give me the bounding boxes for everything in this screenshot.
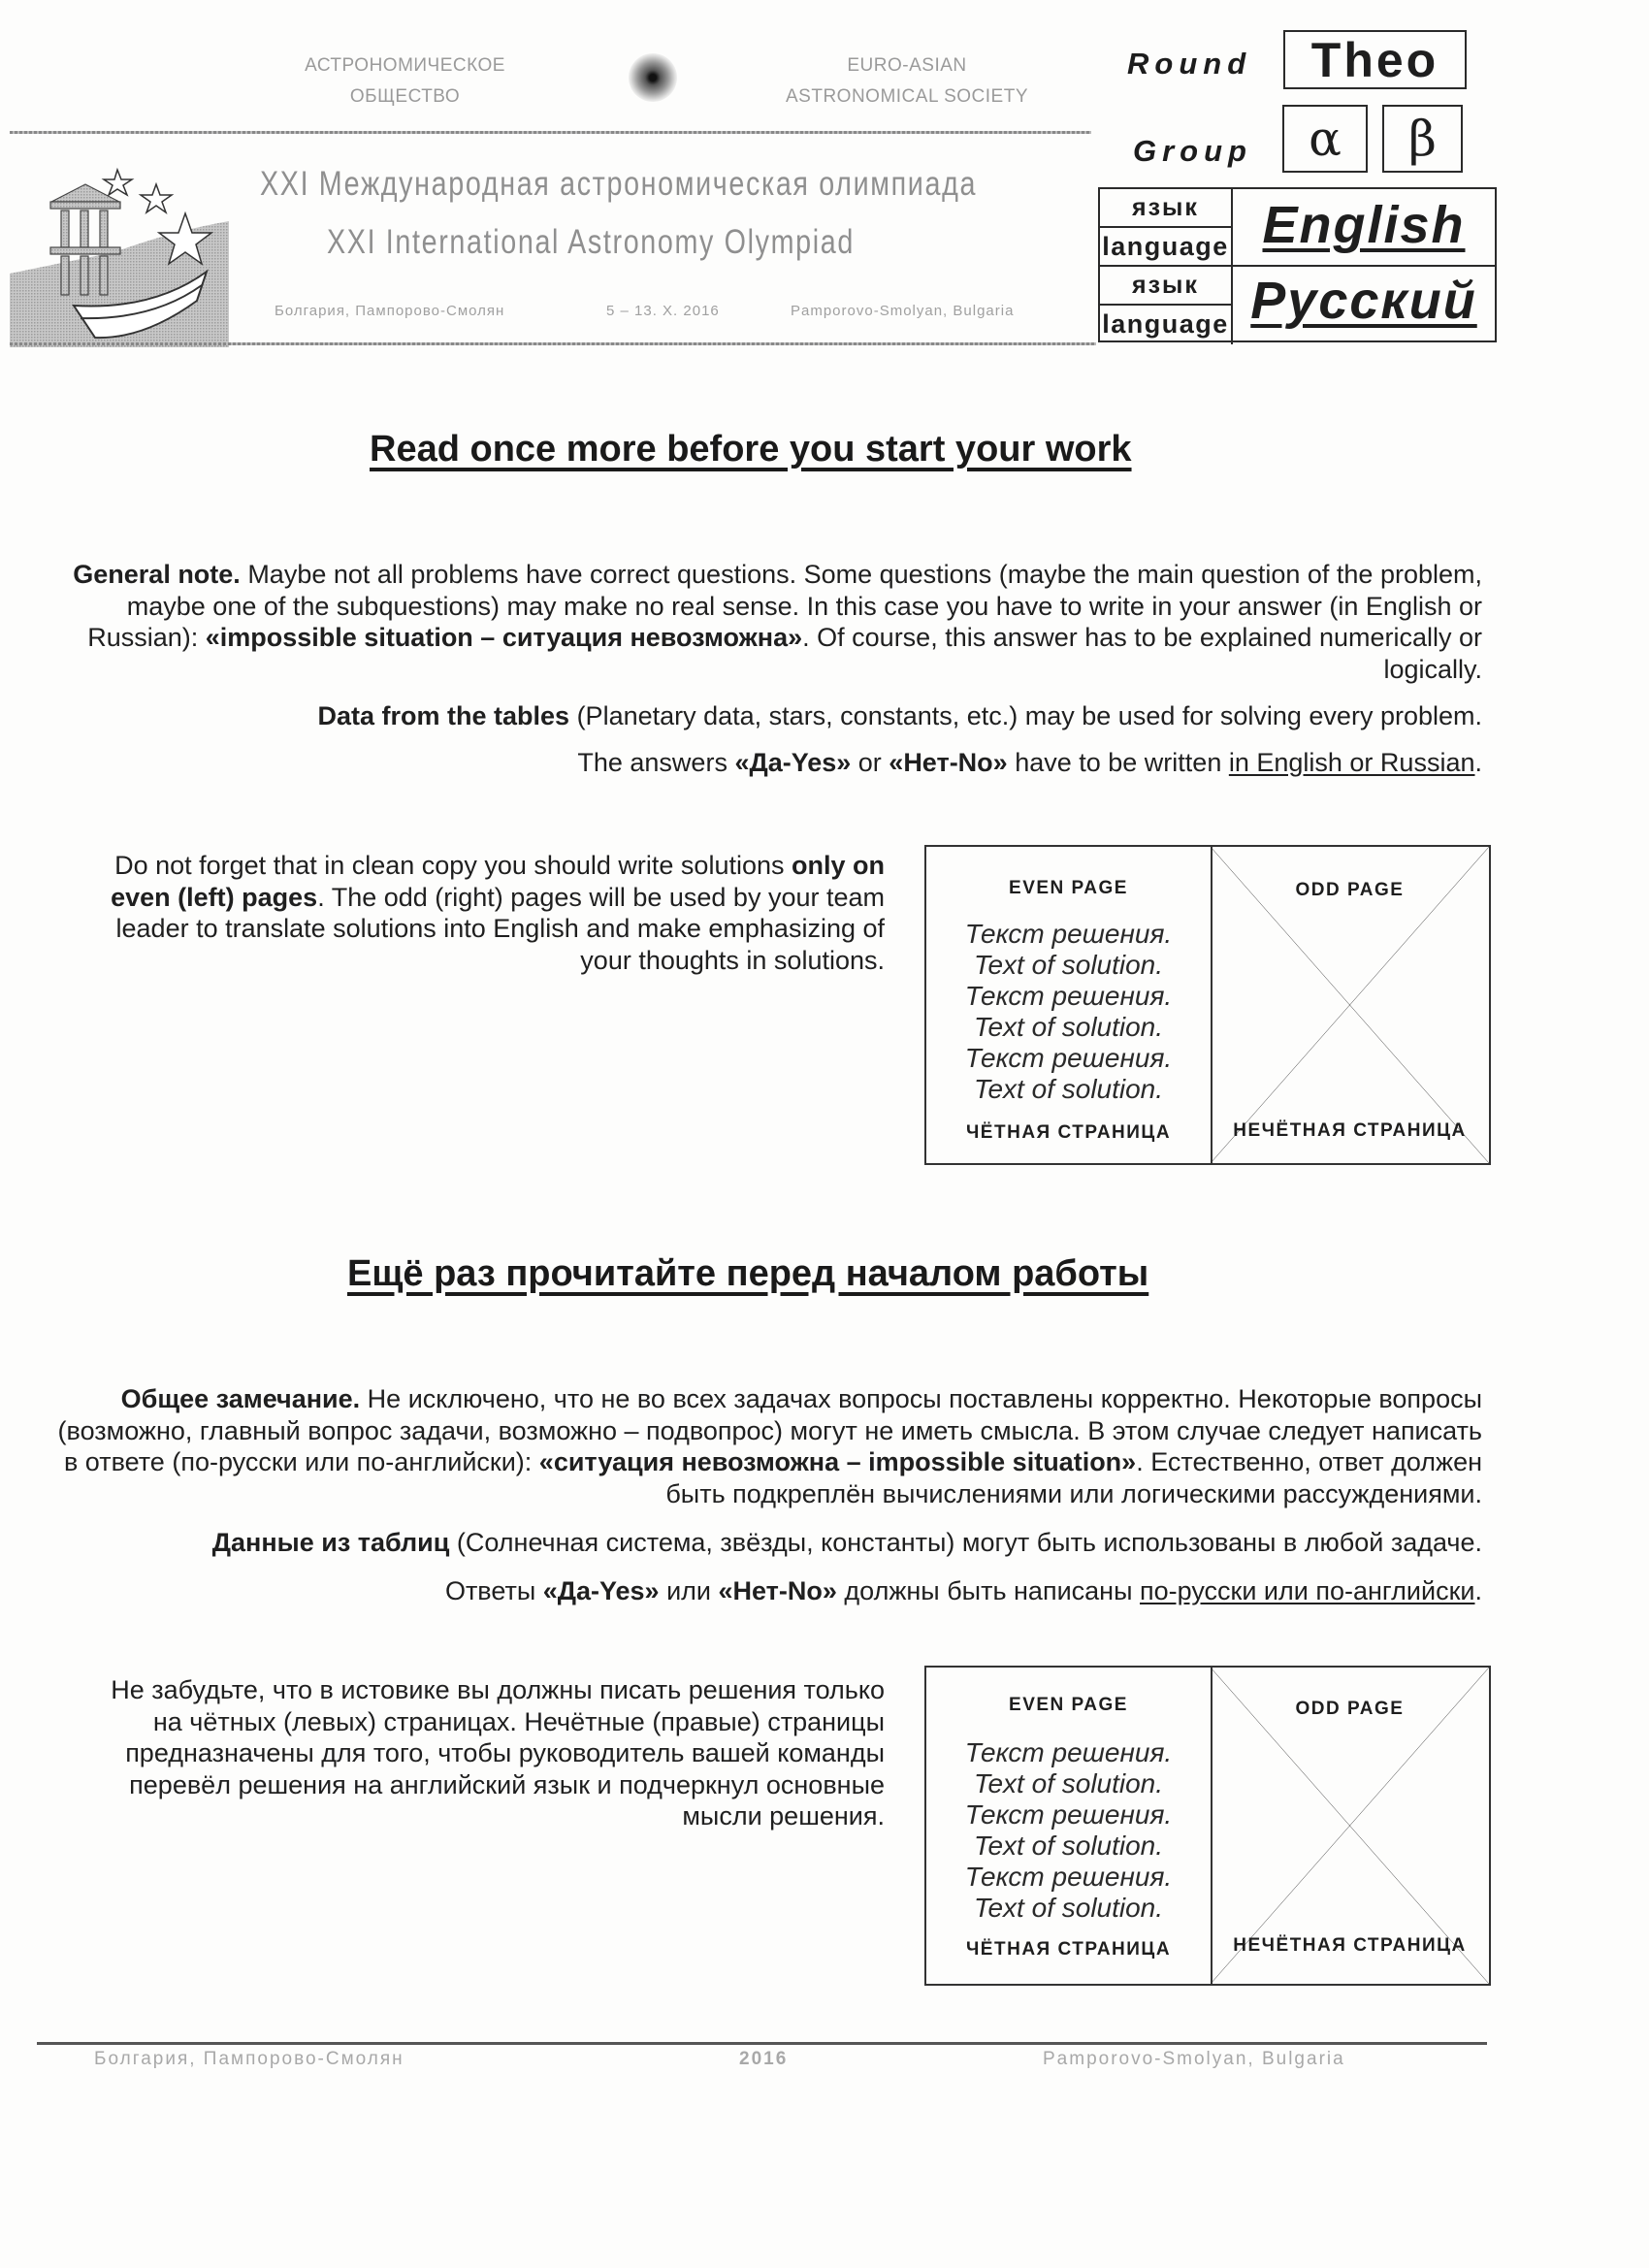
data-note-text: (Солнечная система, звёзды, константы) могут быть использованы в любой задаче. (449, 1528, 1482, 1557)
round-value-box (1283, 30, 1467, 89)
galaxy-emblem-icon (629, 53, 677, 102)
answer-no: «Нет-No» (889, 748, 1008, 777)
answers-text: или (659, 1576, 719, 1605)
answer-yes: «Да-Yes» (734, 748, 852, 777)
society-name-en (766, 50, 1048, 113)
clean-copy-note-en (58, 850, 885, 976)
general-note-lead: General note. (73, 560, 241, 589)
answers-note-en (50, 747, 1482, 779)
clean-copy-text-end: . The odd (right) pages will be used by your team leader to translate solutions into English and make emphasizing of your thoughts in solutions. (115, 882, 885, 975)
solution-line: Text of solution. (973, 950, 1164, 980)
even-page-panel (926, 847, 1212, 1163)
group-alpha-box (1282, 105, 1368, 173)
answers-text: . (1474, 748, 1482, 777)
language-table (1098, 187, 1497, 342)
general-note-en (50, 559, 1482, 685)
solution-line: Текст решения. (964, 919, 1173, 949)
odd-page-label-ru: НЕЧЁТНАЯ СТРАНИЦА (1233, 1935, 1467, 1956)
solution-text-lines (926, 919, 1211, 1105)
section-heading-ru: Ещё раз прочитайте перед началом работы (347, 1253, 1149, 1294)
odd-page-panel (1211, 847, 1489, 1163)
solution-text-lines (926, 1737, 1211, 1924)
clean-copy-bold: only on even (left) pages (111, 851, 885, 912)
group-beta: β (1408, 111, 1437, 167)
answers-text: Ответы (444, 1576, 543, 1605)
general-note-ru (50, 1383, 1482, 1509)
impossible-situation-phrase: «impossible situation – ситуация невозможна» (205, 623, 803, 652)
language-value-russian: Русский (1250, 272, 1477, 330)
data-note-ru (50, 1527, 1482, 1559)
answers-language-underlined: по-русски или по-английски (1140, 1576, 1475, 1605)
answers-text: or (851, 748, 889, 777)
solution-line: Текст решения. (964, 1043, 1173, 1073)
language-value-english: English (1233, 191, 1495, 267)
solution-line: Текст решения. (964, 1737, 1173, 1767)
logo-star-small (104, 170, 132, 195)
answers-text: The answers (577, 748, 735, 777)
footer-year: 2016 (739, 2049, 789, 2069)
round-value: Theo (1310, 32, 1439, 87)
odd-page-label: ODD PAGE (1295, 1699, 1405, 1719)
odd-page-label-ru: НЕЧЁТНАЯ СТРАНИЦА (1233, 1120, 1467, 1141)
header-location-en: Pamporovo-Smolyan, Bulgaria (791, 303, 1015, 319)
olympiad-title-en: XXI International Astronomy Olympiad (327, 223, 855, 261)
header-dates: 5 – 13. X. 2016 (606, 303, 720, 319)
solution-line: Text of solution. (973, 1074, 1164, 1104)
data-note-en (50, 700, 1482, 732)
clean-copy-text: Do not forget that in clean copy you should write solutions (114, 851, 792, 880)
solution-line: Текст решения. (964, 981, 1173, 1011)
even-page-label-ru: ЧЁТНАЯ СТРАНИЦА (965, 1939, 1172, 1960)
answers-note-ru (50, 1575, 1482, 1607)
even-page-label-ru: ЧЁТНАЯ СТРАНИЦА (965, 1122, 1172, 1143)
society-ru-line1: АСТРОНОМИЧЕСКОЕ (305, 55, 505, 76)
footer-location-ru: Болгария, Пампорово-Смолян (94, 2049, 404, 2069)
clean-copy-note-ru: Не забудьте, что в истовике вы должны писать решения только на чётных (левых) страницах. Нечётные (правые) страницы предназначены для того, чтобы руководитель вашей команды перевёл решения на английский язык и подчеркнул основные мысли решения. (111, 1675, 885, 1831)
language-label-ru: язык (1100, 267, 1233, 306)
answer-yes: «Да-Yes» (542, 1576, 660, 1605)
even-page-label: EVEN PAGE (1009, 1695, 1128, 1715)
group-alpha: α (1309, 111, 1342, 167)
answers-text: . (1474, 1576, 1482, 1605)
solution-line: Текст решения. (964, 1862, 1173, 1892)
language-label-ru: язык (1100, 189, 1233, 228)
odd-page-panel (1211, 1668, 1489, 1984)
olympiad-title-ru: XXI Международная астрономическая олимпиада (260, 165, 978, 203)
odd-page-label: ODD PAGE (1295, 880, 1405, 900)
general-note-text: Maybe not all problems have correct questions. Some questions (maybe the main question of the problem, maybe one of the subquestions) may make no real sense. In this case you have to write in your answer (in English or Russian): (87, 560, 1482, 652)
olympiad-logo-icon (8, 165, 233, 351)
general-note-lead: Общее замечание. (120, 1384, 361, 1413)
solution-line: Text of solution. (973, 1768, 1164, 1798)
page-diagram-ru (924, 1666, 1491, 1986)
society-en-line1: EURO-ASIAN (847, 55, 967, 76)
society-name-ru (276, 50, 534, 113)
language-label-en: language (1100, 228, 1233, 267)
header-top-rule (10, 131, 1091, 134)
general-note-text-end: . Естественно, ответ должен быть подкреплён вычислениями или логическими рассуждениями. (665, 1447, 1482, 1508)
answers-text: должны быть написаны (836, 1576, 1140, 1605)
solution-line: Текст решения. (964, 1799, 1173, 1830)
page-diagram-en (924, 845, 1491, 1165)
data-note-lead: Данные из таблиц (211, 1528, 450, 1557)
solution-line: Text of solution. (973, 1893, 1164, 1923)
impossible-situation-phrase: «ситуация невозможна – impossible situation» (538, 1447, 1137, 1476)
language-label-en: language (1100, 306, 1233, 344)
general-note-text-end: . Of course, this answer has to be explained numerically or logically. (802, 623, 1482, 684)
header-bottom-rule (10, 342, 1096, 345)
group-beta-box (1382, 105, 1463, 173)
even-page-panel (926, 1668, 1212, 1984)
even-page-label: EVEN PAGE (1009, 878, 1128, 898)
answers-language-underlined: in English or Russian (1228, 748, 1475, 777)
data-note-text: (Planetary data, stars, constants, etc.) may be used for solving every problem. (569, 701, 1482, 730)
header-location-ru: Болгария, Пампорово-Смолян (275, 303, 505, 319)
solution-line: Text of solution. (973, 1012, 1164, 1042)
solution-line: Text of solution. (973, 1831, 1164, 1861)
general-note-text: Не исключено, что не во всех задачах вопросы поставлены корректно. Некоторые вопросы (возможно, главный вопрос задачи, возможно – подвопрос) могут не иметь смысла. В этом случае следует написать в ответе (по-русски или по-английски): (57, 1384, 1482, 1476)
group-label: Group (1133, 134, 1252, 168)
logo-star-medium (141, 184, 172, 212)
answers-text: have to be written (1007, 748, 1229, 777)
data-note-lead: Data from the tables (317, 701, 570, 730)
society-ru-line2: ОБЩЕСТВО (349, 86, 461, 107)
footer-rule (37, 2042, 1487, 2045)
society-en-line2: ASTRONOMICAL SOCIETY (786, 86, 1028, 107)
round-label: Round (1127, 47, 1252, 81)
answer-no: «Нет-No» (718, 1576, 837, 1605)
section-heading-en: Read once more before you start your work (370, 429, 1132, 470)
footer-location-en: Pamporovo-Smolyan, Bulgaria (1043, 2049, 1345, 2069)
